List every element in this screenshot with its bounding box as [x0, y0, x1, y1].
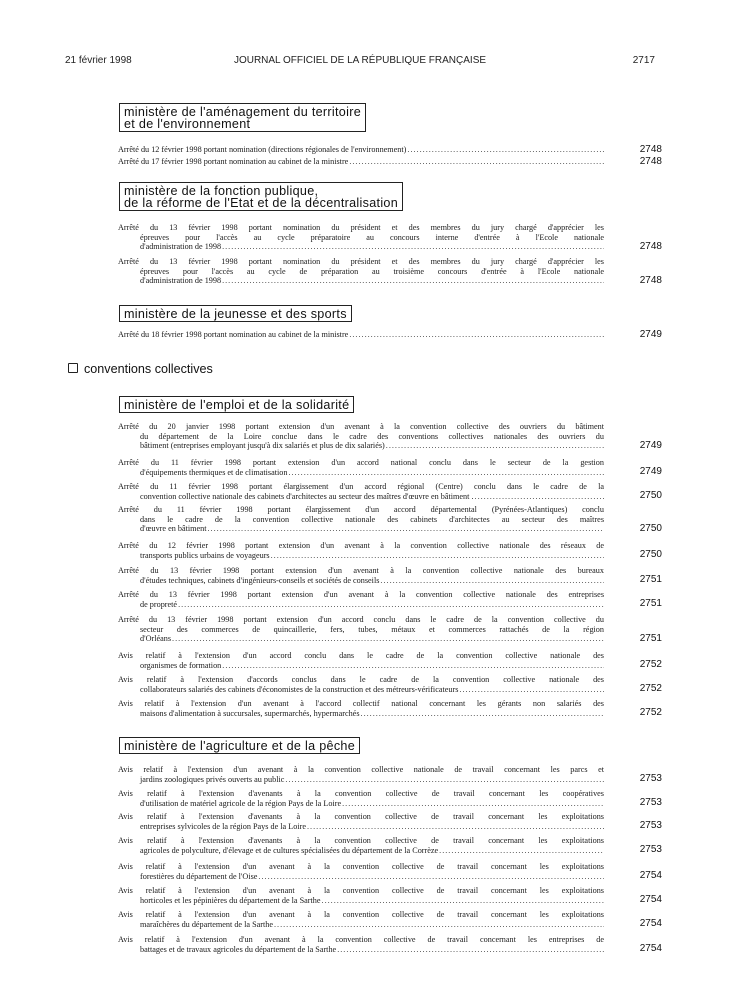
dot-leader: [178, 600, 604, 610]
dot-leader: [349, 330, 604, 340]
dot-leader: [222, 276, 604, 286]
dot-leader: [386, 441, 604, 451]
toc-entry-line: épreuves pour l'accès au cycle de préparation au troisième concours d'entrée à l'Ecole nationale: [140, 266, 604, 276]
dot-leader: [285, 775, 604, 785]
toc-entry[interactable]: [118, 789, 604, 808]
toc-entry-line: [118, 441, 604, 451]
toc-entry-page-number[interactable]: 2752: [639, 707, 662, 719]
toc-entry-text: organismes de formation: [140, 660, 222, 670]
toc-entry-text: maisons d'alimentation à succursales, supermarchés, hypermarchés: [140, 708, 360, 718]
toc-entry-line: [118, 945, 604, 955]
toc-entry-text: d'utilisation de matériel agricole de la région Pays de la Loire: [140, 798, 342, 808]
dot-leader: [322, 896, 604, 906]
toc-entry-page-number[interactable]: 2748: [639, 240, 662, 252]
toc-entry-line: secteur des commerces de quincaillerie, fers, tubes, métaux et commerces rattachés de la région: [140, 624, 604, 634]
toc-entry[interactable]: [118, 257, 604, 286]
page-header: [65, 55, 655, 69]
checkbox-square-icon: [68, 363, 78, 373]
toc-entry-page-number[interactable]: 2750: [639, 522, 662, 534]
toc-entry-line: Arrêté du 13 février 1998 portant extension d'un avenant à la convention collective nationale des entreprises: [118, 590, 604, 599]
ministry-heading-line: ministère de l'aménagement du territoire: [124, 105, 362, 119]
toc-entry-line: épreuves pour l'accès au cycle préparatoire au concours interne d'entrée à l'Ecole nationale: [140, 232, 604, 242]
toc-entry-line: [118, 524, 604, 534]
toc-entry-page-number[interactable]: 2748: [639, 143, 662, 155]
toc-entry-line: dans le cadre de la convention collective nationale des cabinets d'architectes au secteur des maîtres: [140, 514, 604, 524]
toc-entry[interactable]: [118, 458, 604, 477]
toc-entry-line: [118, 685, 604, 695]
toc-entry-text: d'Orléans: [140, 634, 172, 644]
toc-entry-page-number[interactable]: 2751: [639, 632, 662, 644]
toc-entry-text: maraîchères du département de la Sarthe: [140, 919, 273, 929]
toc-entry-line: [118, 468, 604, 478]
toc-entry[interactable]: [118, 651, 604, 670]
toc-entry[interactable]: [118, 541, 604, 560]
dot-leader: [172, 634, 604, 644]
dot-leader: [342, 799, 604, 809]
toc-entry-page-number[interactable]: 2754: [639, 943, 662, 955]
ministry-heading: [119, 305, 352, 322]
toc-entry[interactable]: [118, 935, 604, 954]
toc-entry-line: [118, 872, 604, 882]
toc-entry-line: Avis relatif à l'extension d'avenants à la convention collective de travail concernant les exploitations: [118, 812, 604, 821]
toc-entry[interactable]: [118, 157, 604, 167]
toc-entry-page-number[interactable]: 2748: [639, 274, 662, 286]
toc-entry-text: entreprises sylvicoles de la région Pays de la Loire: [140, 821, 306, 831]
ministry-heading-line: ministère de la fonction publique,: [124, 184, 319, 198]
toc-entry[interactable]: [118, 765, 604, 784]
toc-entry-page-number[interactable]: 2750: [639, 549, 662, 561]
toc-entry-line: Avis relatif à l'extension d'avenants à la convention collective de travail concernant les exploitations: [118, 836, 604, 845]
toc-entry[interactable]: [118, 330, 604, 340]
toc-entry-page-number[interactable]: 2754: [639, 894, 662, 906]
section-heading-conventions: [68, 362, 213, 376]
toc-entry-text: d'administration de 1998: [140, 242, 222, 252]
toc-entry-line: Avis relatif à l'extension d'un accord conclu dans le cadre de la convention collective nationale des: [118, 651, 604, 660]
toc-entry-text: Arrêté du 17 février 1998 portant nomination au cabinet de la ministre: [118, 157, 349, 166]
toc-entry-line: [118, 920, 604, 930]
toc-entry-line: Avis relatif à l'extension d'accords conclus dans le cadre de la convention collective nationale des: [118, 675, 604, 684]
toc-entry-line: Avis relatif à l'extension d'un avenant à la convention collective de travail concernant les exploitations: [118, 862, 604, 871]
toc-entry-line: [118, 145, 604, 155]
toc-entry-text: de propreté: [140, 599, 178, 609]
toc-entry-text: d'équipements thermiques et de climatisation: [140, 467, 288, 477]
dot-leader: [274, 920, 604, 930]
toc-entry-page-number[interactable]: 2754: [639, 870, 662, 882]
ministry-heading-line: de la réforme de l'Etat et de la décentralisation: [124, 196, 399, 210]
toc-entry-line: [118, 600, 604, 610]
ministry-heading: [119, 396, 354, 413]
toc-entry[interactable]: [118, 862, 604, 881]
toc-entry-line: Avis relatif à l'extension d'un avenant à la convention collective de travail concernant les entreprises de: [118, 935, 604, 944]
toc-entry-line: [118, 157, 604, 167]
toc-entry[interactable]: [118, 675, 604, 694]
toc-entry-line: [118, 551, 604, 561]
toc-entry-text: jardins zoologiques privés ouverts au public: [140, 774, 285, 784]
toc-entry[interactable]: [118, 910, 604, 929]
dot-leader: [271, 551, 604, 561]
toc-entry[interactable]: [118, 836, 604, 855]
dot-leader: [349, 157, 604, 167]
toc-entry-line: Arrêté du 11 février 1998 portant extension d'un accord national conclu dans le secteur de la gestion: [118, 458, 604, 467]
toc-entry[interactable]: [118, 145, 604, 155]
toc-entry[interactable]: [118, 699, 604, 718]
dot-leader: [439, 846, 604, 856]
toc-entry-line: [118, 709, 604, 719]
toc-entry[interactable]: [118, 812, 604, 831]
toc-entry-page-number[interactable]: 2752: [639, 683, 662, 695]
ministry-heading: [119, 103, 366, 132]
toc-entry[interactable]: [118, 505, 604, 534]
toc-entry-text: collaborateurs salariés des cabinets d'économistes de la construction et des métreurs-vérificateurs: [140, 684, 459, 694]
toc-entry-text: convention collective nationale des cabinets d'architectes au secteur des maîtres d'œuvre en bâtiment .: [140, 491, 474, 501]
dot-leader: [380, 576, 604, 586]
ministry-heading: [119, 737, 360, 754]
toc-entry[interactable]: [118, 566, 604, 585]
toc-entry-line: [118, 822, 604, 832]
toc-entry-line: Arrêté du 20 janvier 1998 portant extension d'un avenant à la convention collective des ouvriers du bâtiment: [118, 422, 604, 431]
dot-leader: [258, 872, 604, 882]
header-journal-title: JOURNAL OFFICIEL DE LA RÉPUBLIQUE FRANÇAISE: [233, 55, 487, 66]
toc-entry-line: [118, 576, 604, 586]
toc-entry-line: Arrêté du 13 février 1998 portant nomination du président et des membres du jury chargé d'apprécier les: [118, 257, 604, 266]
toc-entry-line: Arrêté du 11 février 1998 portant élargissement d'un accord régional (Centre) conclu dans le cadre de la: [118, 482, 604, 491]
toc-entry-line: [118, 242, 604, 252]
toc-entry[interactable]: [118, 422, 604, 451]
toc-entry-line: [118, 896, 604, 906]
toc-entry-line: [118, 492, 604, 502]
toc-entry-page-number[interactable]: 2748: [639, 155, 662, 167]
toc-entry-line: [118, 846, 604, 856]
toc-entry-page-number[interactable]: 2749: [639, 439, 662, 451]
toc-entry-text: horticoles et les pépinières du département de la Sarthe: [140, 895, 321, 905]
toc-entry-line: Arrêté du 11 février 1998 portant élargissement d'un accord départemental (Pyrénées-Atlantiques) conclu: [118, 505, 604, 514]
toc-entry-line: Arrêté du 13 février 1998 portant nomination du président et des membres du jury chargé d'apprécier les: [118, 223, 604, 232]
toc-entry-page-number[interactable]: 2753: [639, 844, 662, 856]
toc-entry-page-number[interactable]: 2750: [639, 490, 662, 502]
toc-entry-line: Arrêté du 13 février 1998 portant extension d'un avenant à la convention collective nationale des bureaux: [118, 566, 604, 575]
toc-entry-page-number[interactable]: 2751: [639, 574, 662, 586]
toc-entry-text: bâtiment (entreprises employant jusqu'à dix salariés et plus de dix salariés): [140, 441, 385, 451]
toc-entry-line: [118, 330, 604, 340]
toc-entry-page-number[interactable]: 2749: [639, 328, 662, 340]
toc-entry-page-number[interactable]: 2749: [639, 466, 662, 478]
toc-entry[interactable]: [118, 886, 604, 905]
dot-leader: [208, 524, 605, 534]
ministry-heading-line: ministère de la jeunesse et des sports: [124, 307, 347, 321]
toc-entry-text: d'administration de 1998: [140, 276, 222, 286]
dot-leader: [222, 661, 604, 671]
header-page-number: 2717: [632, 55, 655, 66]
toc-entry-text: d'œuvre en bâtiment: [140, 524, 207, 534]
toc-entry-line: [118, 276, 604, 286]
toc-entry-line: du département de la Loire conclue dans le cadre des conventions collectives nationales des ouvriers du: [140, 431, 604, 441]
dot-leader: [475, 492, 604, 502]
ministry-heading: [119, 182, 403, 211]
toc-entry-line: Arrêté du 13 février 1998 portant extension d'un accord conclu dans le cadre de la convention collective du: [118, 615, 604, 624]
toc-entry-line: Avis relatif à l'extension d'un avenant à la convention collective nationale de travail concernant les parcs et: [118, 765, 604, 774]
toc-entry-line: [118, 661, 604, 671]
dot-leader: [222, 242, 604, 252]
toc-entry-line: [118, 799, 604, 809]
ministry-heading-line: ministère de l'emploi et de la solidarité: [124, 398, 350, 412]
section-heading-label: conventions collectives: [84, 362, 213, 376]
ministry-heading-line: ministère de l'agriculture et de la pêche: [124, 739, 356, 753]
toc-entry-line: [118, 775, 604, 785]
toc-entry-text: battages et de travaux agricoles du département de la Sarthe: [140, 944, 337, 954]
dot-leader: [407, 145, 604, 155]
toc-entry-text: transports publics urbains de voyageurs: [140, 550, 270, 560]
toc-entry-line: Avis relatif à l'extension d'un avenant à la convention collective de travail concernant les exploitations: [118, 886, 604, 895]
toc-entry-line: Avis relatif à l'extension d'avenants à la convention collective de travail concernant les coopératives: [118, 789, 604, 798]
toc-entry-line: Arrêté du 12 février 1998 portant extension d'un avenant à la convention collective nationale des réseaux de: [118, 541, 604, 550]
toc-entry-line: Avis relatif à l'extension d'un avenant à l'accord collectif national concernant les gérants non salariés des: [118, 699, 604, 708]
toc-entry-page-number[interactable]: 2751: [639, 598, 662, 610]
toc-entry-page-number[interactable]: 2754: [639, 918, 662, 930]
header-date: 21 février 1998: [65, 55, 132, 66]
dot-leader: [288, 468, 604, 478]
toc-entry-page-number[interactable]: 2753: [639, 797, 662, 809]
toc-entry-line: Avis relatif à l'extension d'un avenant à la convention collective de travail concernant les exploitations: [118, 910, 604, 919]
toc-entry[interactable]: [118, 590, 604, 609]
toc-entry-page-number[interactable]: 2753: [639, 820, 662, 832]
toc-entry-text: forestières du département de l'Oise: [140, 871, 258, 881]
toc-entry-line: [118, 634, 604, 644]
toc-entry-text: Arrêté du 18 février 1998 portant nomination au cabinet de la ministre: [118, 330, 349, 339]
toc-entry-text: d'études techniques, cabinets d'ingénieurs-conseils et sociétés de conseils: [140, 575, 380, 585]
toc-entry[interactable]: [118, 615, 604, 644]
dot-leader: [361, 709, 604, 719]
ministry-heading-line: et de l'environnement: [124, 117, 251, 131]
toc-entry-text: agricoles de polyculture, d'élevage et de cultures spécialisées du département de la Corrèze: [140, 845, 439, 855]
toc-entry-page-number[interactable]: 2753: [639, 773, 662, 785]
toc-entry-page-number[interactable]: 2752: [639, 659, 662, 671]
toc-entry[interactable]: [118, 223, 604, 252]
toc-entry-text: Arrêté du 12 février 1998 portant nomination (directions régionales de l'environnement): [118, 145, 407, 154]
dot-leader: [337, 945, 604, 955]
toc-entry[interactable]: [118, 482, 604, 501]
dot-leader: [459, 685, 604, 695]
dot-leader: [307, 822, 604, 832]
